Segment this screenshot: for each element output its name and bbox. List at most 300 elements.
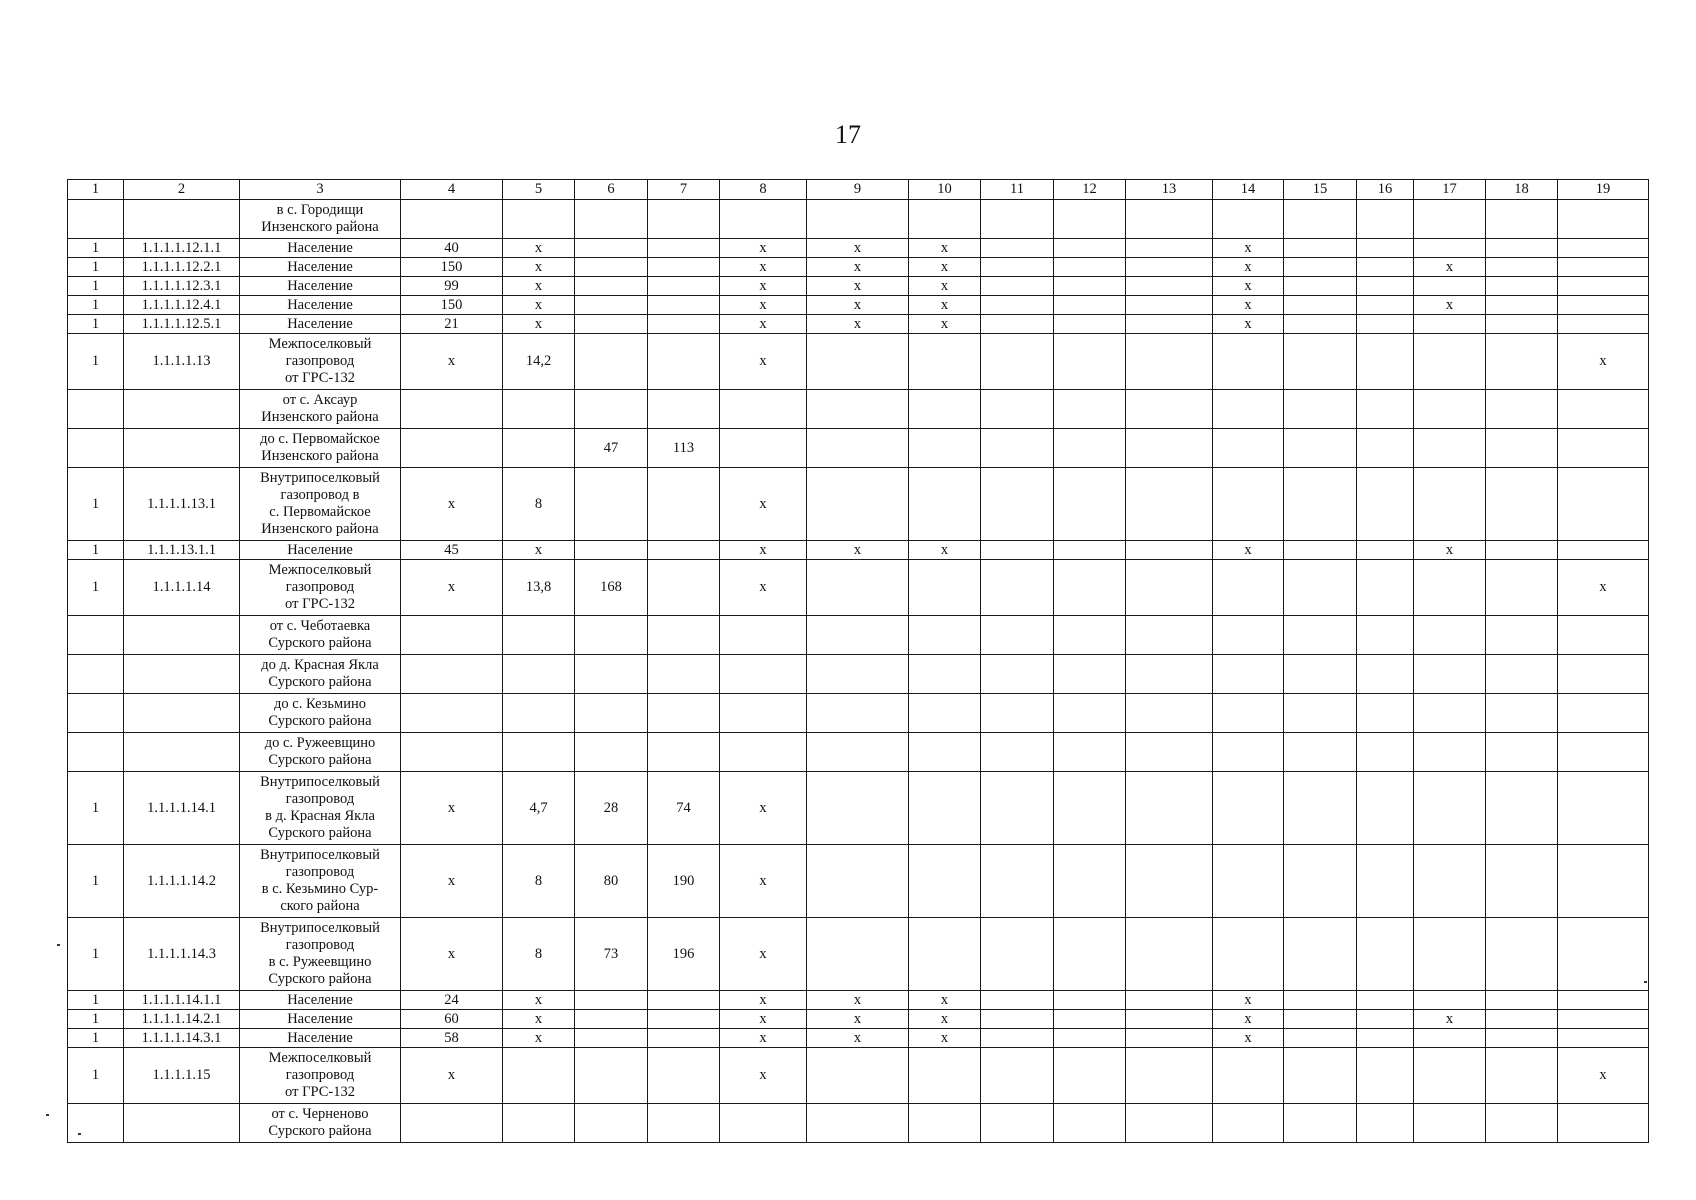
cell-col-8: х (720, 772, 807, 845)
cell-col-10 (909, 616, 981, 655)
data-table (67, 179, 1649, 1143)
cell-col-1: 1 (68, 1048, 124, 1104)
cell-col-4 (401, 694, 503, 733)
cell-col-13 (1126, 991, 1213, 1010)
cell-col-9: х (807, 315, 909, 334)
cell-col-5 (503, 655, 575, 694)
cell-col-16 (1357, 334, 1414, 390)
cell-col-1: 1 (68, 1029, 124, 1048)
cell-col-17 (1414, 315, 1486, 334)
cell-col-19: х (1558, 1048, 1649, 1104)
table-row (68, 315, 1649, 334)
cell-col-19 (1558, 239, 1649, 258)
cell-col-19: х (1558, 334, 1649, 390)
cell-col-19 (1558, 1010, 1649, 1029)
cell-col-3: Межпоселковый газопровод от ГРС-132 (240, 560, 401, 616)
cell-col-19 (1558, 200, 1649, 239)
cell-col-3: до д. Красная Якла Сурского района (240, 655, 401, 694)
cell-col-5: х (503, 258, 575, 277)
cell-col-7 (648, 616, 720, 655)
cell-col-3: Внутрипоселковый газопровод в с. Первомайское Инзенского района (240, 468, 401, 541)
cell-col-11 (981, 772, 1054, 845)
cell-col-11 (981, 541, 1054, 560)
cell-col-13 (1126, 733, 1213, 772)
table-row (68, 845, 1649, 918)
cell-col-19: 19 (1558, 180, 1649, 200)
cell-col-11 (981, 296, 1054, 315)
cell-col-11 (981, 468, 1054, 541)
cell-col-5 (503, 390, 575, 429)
table-row (68, 1104, 1649, 1143)
cell-col-4 (401, 733, 503, 772)
cell-col-11 (981, 1029, 1054, 1048)
cell-col-19 (1558, 918, 1649, 991)
cell-col-17: х (1414, 1010, 1486, 1029)
cell-col-4: х (401, 334, 503, 390)
cell-col-9: х (807, 991, 909, 1010)
cell-col-13 (1126, 429, 1213, 468)
cell-col-11 (981, 733, 1054, 772)
cell-col-3: Население (240, 1029, 401, 1048)
cell-col-4 (401, 200, 503, 239)
cell-col-3: Население (240, 239, 401, 258)
cell-col-7 (648, 694, 720, 733)
cell-col-14 (1213, 616, 1284, 655)
cell-col-15 (1284, 560, 1357, 616)
cell-col-15: 15 (1284, 180, 1357, 200)
cell-col-9: х (807, 1010, 909, 1029)
cell-col-14: х (1213, 239, 1284, 258)
cell-col-10 (909, 694, 981, 733)
table-row (68, 541, 1649, 560)
cell-col-10: х (909, 239, 981, 258)
cell-col-2: 1.1.1.1.14.2.1 (124, 1010, 240, 1029)
cell-col-11 (981, 258, 1054, 277)
cell-col-8: х (720, 991, 807, 1010)
cell-col-17 (1414, 390, 1486, 429)
cell-col-7 (648, 390, 720, 429)
cell-col-9 (807, 616, 909, 655)
cell-col-18 (1486, 560, 1558, 616)
cell-col-12 (1054, 655, 1126, 694)
cell-col-15 (1284, 733, 1357, 772)
cell-col-11 (981, 315, 1054, 334)
cell-col-3: до с. Кезьмино Сурского района (240, 694, 401, 733)
cell-col-11: 11 (981, 180, 1054, 200)
cell-col-9 (807, 560, 909, 616)
cell-col-17: х (1414, 541, 1486, 560)
cell-col-2 (124, 694, 240, 733)
table-row (68, 390, 1649, 429)
cell-col-2 (124, 429, 240, 468)
cell-col-9: х (807, 1029, 909, 1048)
cell-col-2 (124, 733, 240, 772)
cell-col-1: 1 (68, 845, 124, 918)
cell-col-14 (1213, 429, 1284, 468)
cell-col-15 (1284, 315, 1357, 334)
cell-col-15 (1284, 296, 1357, 315)
cell-col-13 (1126, 694, 1213, 733)
cell-col-14: х (1213, 315, 1284, 334)
cell-col-7 (648, 258, 720, 277)
cell-col-1: 1 (68, 315, 124, 334)
cell-col-3: Внутрипоселковый газопровод в д. Красная Якла Сурского района (240, 772, 401, 845)
cell-col-10: х (909, 1010, 981, 1029)
cell-col-11 (981, 200, 1054, 239)
cell-col-18 (1486, 918, 1558, 991)
table-row (68, 616, 1649, 655)
cell-col-1 (68, 200, 124, 239)
table-row (68, 918, 1649, 991)
cell-col-4 (401, 390, 503, 429)
table-row (68, 334, 1649, 390)
cell-col-13 (1126, 655, 1213, 694)
cell-col-18: 18 (1486, 180, 1558, 200)
page-number: 17 (835, 120, 861, 149)
cell-col-14 (1213, 1104, 1284, 1143)
cell-col-14: х (1213, 1029, 1284, 1048)
cell-col-18 (1486, 1048, 1558, 1104)
cell-col-17 (1414, 1029, 1486, 1048)
cell-col-8: х (720, 258, 807, 277)
cell-col-8: х (720, 845, 807, 918)
cell-col-6 (575, 1048, 648, 1104)
cell-col-2: 1.1.1.13.1.1 (124, 541, 240, 560)
cell-col-5 (503, 1048, 575, 1104)
cell-col-9: х (807, 296, 909, 315)
table-row (68, 694, 1649, 733)
cell-col-2: 1.1.1.1.12.2.1 (124, 258, 240, 277)
cell-col-9 (807, 918, 909, 991)
cell-col-6 (575, 390, 648, 429)
cell-col-17 (1414, 277, 1486, 296)
cell-col-18 (1486, 772, 1558, 845)
cell-col-7 (648, 1048, 720, 1104)
cell-col-15 (1284, 1048, 1357, 1104)
cell-col-11 (981, 655, 1054, 694)
cell-col-12 (1054, 390, 1126, 429)
cell-col-3: Население (240, 258, 401, 277)
cell-col-17 (1414, 200, 1486, 239)
cell-col-5: х (503, 315, 575, 334)
cell-col-3: Внутрипоселковый газопровод в с. Ружеевщино Сурского района (240, 918, 401, 991)
cell-col-15 (1284, 616, 1357, 655)
cell-col-11 (981, 694, 1054, 733)
cell-col-10: х (909, 277, 981, 296)
cell-col-12 (1054, 541, 1126, 560)
cell-col-10: х (909, 991, 981, 1010)
cell-col-10 (909, 200, 981, 239)
cell-col-4: 150 (401, 258, 503, 277)
cell-col-15 (1284, 991, 1357, 1010)
cell-col-7 (648, 239, 720, 258)
cell-col-13 (1126, 239, 1213, 258)
cell-col-7 (648, 468, 720, 541)
cell-col-11 (981, 277, 1054, 296)
cell-col-18 (1486, 200, 1558, 239)
cell-col-12 (1054, 429, 1126, 468)
cell-col-15 (1284, 390, 1357, 429)
cell-col-9: х (807, 239, 909, 258)
cell-col-19 (1558, 655, 1649, 694)
cell-col-11 (981, 1104, 1054, 1143)
cell-col-12: 12 (1054, 180, 1126, 200)
cell-col-4: 58 (401, 1029, 503, 1048)
cell-col-14 (1213, 918, 1284, 991)
cell-col-10 (909, 1048, 981, 1104)
cell-col-18 (1486, 616, 1558, 655)
cell-col-19 (1558, 1104, 1649, 1143)
cell-col-16 (1357, 991, 1414, 1010)
cell-col-1 (68, 733, 124, 772)
cell-col-15 (1284, 1029, 1357, 1048)
cell-col-2: 1.1.1.1.14.1 (124, 772, 240, 845)
cell-col-1: 1 (68, 1010, 124, 1029)
cell-col-12 (1054, 560, 1126, 616)
cell-col-15 (1284, 1010, 1357, 1029)
cell-col-6: 47 (575, 429, 648, 468)
cell-col-3: в с. Городищи Инзенского района (240, 200, 401, 239)
cell-col-18 (1486, 733, 1558, 772)
cell-col-18 (1486, 296, 1558, 315)
cell-col-7 (648, 655, 720, 694)
cell-col-16 (1357, 541, 1414, 560)
cell-col-19 (1558, 258, 1649, 277)
cell-col-5 (503, 694, 575, 733)
cell-col-6 (575, 296, 648, 315)
cell-col-5: х (503, 991, 575, 1010)
scan-speck (1644, 981, 1647, 983)
cell-col-18 (1486, 1010, 1558, 1029)
header-row (68, 180, 1649, 200)
cell-col-18 (1486, 277, 1558, 296)
cell-col-6 (575, 1029, 648, 1048)
cell-col-15 (1284, 239, 1357, 258)
cell-col-9 (807, 390, 909, 429)
cell-col-7 (648, 1010, 720, 1029)
cell-col-7 (648, 296, 720, 315)
scan-speck (57, 944, 60, 946)
cell-col-14 (1213, 733, 1284, 772)
cell-col-1: 1 (68, 541, 124, 560)
cell-col-9 (807, 772, 909, 845)
cell-col-16 (1357, 258, 1414, 277)
table-row (68, 1010, 1649, 1029)
cell-col-5 (503, 429, 575, 468)
cell-col-19 (1558, 277, 1649, 296)
cell-col-2 (124, 1104, 240, 1143)
cell-col-10 (909, 772, 981, 845)
cell-col-5 (503, 616, 575, 655)
cell-col-3: до с. Первомайское Инзенского района (240, 429, 401, 468)
cell-col-6: 168 (575, 560, 648, 616)
cell-col-6 (575, 991, 648, 1010)
cell-col-13 (1126, 560, 1213, 616)
cell-col-7: 7 (648, 180, 720, 200)
cell-col-3: от с. Аксаур Инзенского района (240, 390, 401, 429)
table-row (68, 239, 1649, 258)
cell-col-4: 24 (401, 991, 503, 1010)
cell-col-15 (1284, 541, 1357, 560)
cell-col-11 (981, 429, 1054, 468)
cell-col-1: 1 (68, 468, 124, 541)
cell-col-12 (1054, 694, 1126, 733)
cell-col-18 (1486, 239, 1558, 258)
cell-col-18 (1486, 1104, 1558, 1143)
cell-col-19 (1558, 1029, 1649, 1048)
cell-col-14 (1213, 772, 1284, 845)
cell-col-10: 10 (909, 180, 981, 200)
cell-col-2 (124, 616, 240, 655)
cell-col-1: 1 (68, 180, 124, 200)
cell-col-4: 150 (401, 296, 503, 315)
cell-col-14 (1213, 390, 1284, 429)
cell-col-7 (648, 200, 720, 239)
cell-col-11 (981, 560, 1054, 616)
cell-col-4: 99 (401, 277, 503, 296)
cell-col-18 (1486, 429, 1558, 468)
cell-col-6: 80 (575, 845, 648, 918)
cell-col-2 (124, 655, 240, 694)
cell-col-15 (1284, 334, 1357, 390)
cell-col-16 (1357, 1048, 1414, 1104)
cell-col-10 (909, 560, 981, 616)
cell-col-15 (1284, 200, 1357, 239)
cell-col-6 (575, 1104, 648, 1143)
cell-col-4: х (401, 1048, 503, 1104)
cell-col-11 (981, 991, 1054, 1010)
cell-col-17 (1414, 655, 1486, 694)
cell-col-13 (1126, 277, 1213, 296)
cell-col-9 (807, 845, 909, 918)
cell-col-6 (575, 200, 648, 239)
cell-col-16 (1357, 296, 1414, 315)
cell-col-8: х (720, 918, 807, 991)
cell-col-9 (807, 200, 909, 239)
cell-col-5 (503, 200, 575, 239)
cell-col-10: х (909, 1029, 981, 1048)
cell-col-16 (1357, 200, 1414, 239)
cell-col-2 (124, 200, 240, 239)
cell-col-8: х (720, 296, 807, 315)
table-row (68, 468, 1649, 541)
cell-col-13 (1126, 616, 1213, 655)
cell-col-13 (1126, 541, 1213, 560)
cell-col-4 (401, 616, 503, 655)
scan-speck (46, 1114, 49, 1116)
cell-col-19 (1558, 694, 1649, 733)
cell-col-15 (1284, 258, 1357, 277)
cell-col-5: 8 (503, 845, 575, 918)
table-row (68, 772, 1649, 845)
cell-col-12 (1054, 772, 1126, 845)
cell-col-7 (648, 315, 720, 334)
cell-col-3: Население (240, 296, 401, 315)
cell-col-1 (68, 390, 124, 429)
cell-col-10 (909, 390, 981, 429)
cell-col-3: от с. Черненово Сурского района (240, 1104, 401, 1143)
cell-col-6 (575, 694, 648, 733)
cell-col-10 (909, 845, 981, 918)
cell-col-12 (1054, 733, 1126, 772)
cell-col-19 (1558, 616, 1649, 655)
cell-col-19 (1558, 429, 1649, 468)
cell-col-5: х (503, 277, 575, 296)
cell-col-16 (1357, 616, 1414, 655)
cell-col-7 (648, 1029, 720, 1048)
cell-col-4: 45 (401, 541, 503, 560)
cell-col-8: х (720, 277, 807, 296)
cell-col-18 (1486, 334, 1558, 390)
cell-col-13 (1126, 1010, 1213, 1029)
cell-col-4 (401, 1104, 503, 1143)
cell-col-2: 1.1.1.1.14.2 (124, 845, 240, 918)
cell-col-17 (1414, 991, 1486, 1010)
cell-col-2: 1.1.1.1.13.1 (124, 468, 240, 541)
cell-col-10 (909, 1104, 981, 1143)
cell-col-19: х (1558, 560, 1649, 616)
cell-col-18 (1486, 258, 1558, 277)
cell-col-5: 8 (503, 468, 575, 541)
cell-col-9 (807, 468, 909, 541)
cell-col-6: 73 (575, 918, 648, 991)
cell-col-4: х (401, 918, 503, 991)
cell-col-19 (1558, 315, 1649, 334)
cell-col-16 (1357, 845, 1414, 918)
cell-col-10: х (909, 541, 981, 560)
cell-col-12 (1054, 296, 1126, 315)
cell-col-12 (1054, 918, 1126, 991)
cell-col-8: х (720, 1048, 807, 1104)
cell-col-17 (1414, 772, 1486, 845)
cell-col-9 (807, 429, 909, 468)
cell-col-15 (1284, 694, 1357, 733)
cell-col-17 (1414, 1048, 1486, 1104)
cell-col-1: 1 (68, 334, 124, 390)
cell-col-14: х (1213, 1010, 1284, 1029)
cell-col-3: от с. Чеботаевка Сурского района (240, 616, 401, 655)
cell-col-11 (981, 918, 1054, 991)
table-row (68, 733, 1649, 772)
cell-col-1: 1 (68, 277, 124, 296)
cell-col-12 (1054, 315, 1126, 334)
cell-col-16 (1357, 390, 1414, 429)
table-row (68, 560, 1649, 616)
cell-col-13 (1126, 390, 1213, 429)
cell-col-3: Население (240, 277, 401, 296)
cell-col-8: х (720, 334, 807, 390)
cell-col-12 (1054, 1048, 1126, 1104)
scan-speck (78, 1133, 81, 1135)
cell-col-12 (1054, 616, 1126, 655)
cell-col-14 (1213, 845, 1284, 918)
cell-col-11 (981, 239, 1054, 258)
cell-col-6 (575, 468, 648, 541)
cell-col-2: 1.1.1.1.14.1.1 (124, 991, 240, 1010)
cell-col-2: 1.1.1.1.14.3 (124, 918, 240, 991)
cell-col-5 (503, 1104, 575, 1143)
cell-col-6 (575, 616, 648, 655)
cell-col-1 (68, 429, 124, 468)
cell-col-4: 21 (401, 315, 503, 334)
cell-col-9 (807, 334, 909, 390)
cell-col-6 (575, 315, 648, 334)
cell-col-7: 113 (648, 429, 720, 468)
cell-col-13 (1126, 468, 1213, 541)
cell-col-17 (1414, 733, 1486, 772)
cell-col-8 (720, 733, 807, 772)
cell-col-16 (1357, 315, 1414, 334)
